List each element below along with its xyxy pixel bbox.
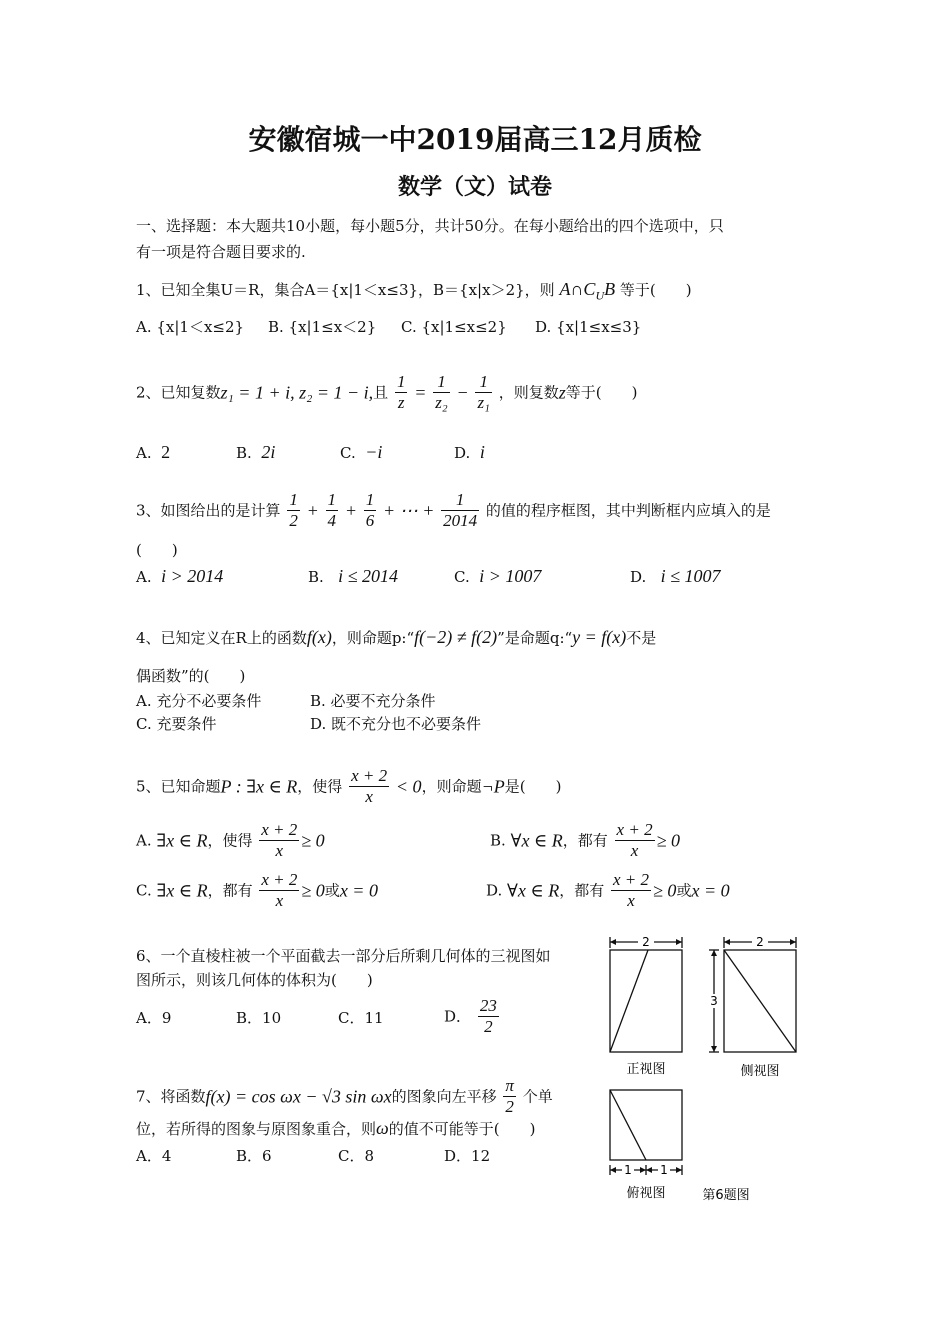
section-instructions-line1: 一、选择题：本大题共10小题，每小题5分，共计50分。在每小题给出的四个选项中，只 — [136, 217, 724, 235]
question-6-line2: 图所示，则该几何体的体积为( ) — [136, 971, 373, 989]
exam-subtitle: 数学（文）试卷 — [397, 174, 552, 200]
top-dim-label-a: 1 — [624, 1163, 632, 1177]
question-5-option-b: B. ∀x ∈ R，都有 $\frac{x + 2}{x}$ ≥ 0 — [490, 820, 680, 860]
question-5-option-a: A. ∃x ∈ R，使得 $\frac{x + 2}{x}$ ≥ 0 — [136, 820, 325, 860]
question-6-line1: 6、一个直棱柱被一个平面截去一部分后所剩几何体的三视图如 — [136, 947, 551, 965]
question-1-option-b: B. {x|1≤x＜2} — [268, 318, 377, 336]
question-3-option-d: D. i ≤ 1007 — [630, 566, 721, 586]
top-view-outline — [610, 1090, 682, 1160]
arrow-icon — [646, 1167, 652, 1173]
arrow-icon — [640, 1167, 646, 1173]
section-instructions-line2: 有一项是符合题目要求的. — [136, 243, 306, 261]
question-6-option-c: C．11 — [338, 1009, 384, 1027]
arrow-icon — [711, 1046, 717, 1052]
figure-caption: 第6题图 — [702, 1188, 750, 1203]
question-3-stem: 3、如图给出的是计算 $\frac{1}{2}$ + $\frac{1}{4}$ + $\frac{1}{6}$ + ⋯ + $\frac{1}{2014}$ 的值的程序框图，其中判断框内应填入的是 — [136, 490, 771, 530]
side-view-label: 侧视图 — [740, 1064, 780, 1079]
question-7-option-c: C．8 — [338, 1147, 375, 1165]
front-view-diagonal — [610, 950, 648, 1052]
exam-title: 安徽宿城一中2019届高三12月质检 — [248, 123, 702, 156]
three-view-figure — [600, 930, 820, 1210]
arrow-icon — [711, 950, 717, 956]
question-1-option-c: C. {x|1≤x≤2} — [401, 318, 507, 336]
question-2-option-a: A. 2 — [136, 442, 171, 462]
question-7-option-a: A．4 — [136, 1147, 172, 1165]
arrow-icon — [790, 939, 796, 945]
question-4-option-c: C. 充要条件 — [136, 715, 217, 733]
side-dim-height-label: 3 — [710, 994, 718, 1008]
front-view-outline — [610, 950, 682, 1052]
question-3-option-c: C. i > 1007 — [454, 566, 542, 586]
question-3-option-b: B. i ≤ 2014 — [308, 566, 398, 586]
question-4-option-a: A. 充分不必要条件 — [136, 692, 262, 710]
arrow-icon — [676, 1167, 682, 1173]
top-view-diagonal — [610, 1090, 646, 1160]
question-4-option-d: D. 既不充分也不必要条件 — [310, 715, 482, 733]
question-7-option-d: D．12 — [444, 1147, 491, 1165]
question-1-stem: 1、已知全集U＝R，集合A＝{x|1＜x≤3}，B＝{x|x＞2}，则 $A\cap C_UB$ 等于( ) — [136, 279, 692, 303]
side-view-diagonal — [724, 950, 796, 1052]
arrow-icon — [724, 939, 730, 945]
question-6-option-a: A．9 — [136, 1009, 172, 1027]
top-dim-label-b: 1 — [660, 1163, 668, 1177]
question-3-option-a: A. i > 2014 — [136, 566, 224, 586]
question-6-option-d: D． $\frac{23}{2}$ — [444, 996, 497, 1036]
question-3-paren: ( ) — [136, 541, 178, 559]
question-2-option-d: D. i — [454, 442, 485, 462]
side-dim-width-label: 2 — [756, 935, 764, 949]
question-7-line2: 位，若所得的图象与原图象重合，则ω的值不可能等于( ) — [136, 1118, 536, 1138]
arrow-icon — [610, 1167, 616, 1173]
question-5-option-d: D. ∀x ∈ R，都有 $\frac{x + 2}{x}$ ≥ 0或x = 0 — [486, 870, 730, 910]
question-2-option-b: B. 2i — [236, 442, 276, 462]
question-4-stem: 4、已知定义在R上的函数f(x)，则命题p:“f(−2) ≠ f(2)”是命题q:“y = f(x)不是 — [136, 627, 657, 647]
front-view-label: 正视图 — [626, 1062, 666, 1077]
arrow-icon — [610, 939, 616, 945]
arrow-icon — [676, 939, 682, 945]
question-2-stem: 2、已知复数z₁ = 1 + i, z₂ = 1 − i,且 $\frac{1}{z}$ = $\frac{1}{\text{z₂}}$ − $\frac{1}{\text{z₁}}$ ，则复数z等于( ) — [136, 372, 638, 412]
question-2-option-c: C. −i — [340, 442, 383, 462]
question-5-stem: 5、已知命题P : ∃x ∈ R，使得 $\frac{x + 2}{x}$ < 0，则命题¬P是( ) — [136, 766, 562, 806]
question-7-option-b: B．6 — [236, 1147, 272, 1165]
question-5-option-c: C. ∃x ∈ R，都有 $\frac{x + 2}{x}$ ≥ 0或x = 0 — [136, 870, 378, 910]
question-6-option-b: B．10 — [236, 1009, 282, 1027]
question-4-option-b: B. 必要不充分条件 — [310, 692, 436, 710]
question-1-option-a: A. {x|1＜x≤2} — [136, 318, 245, 336]
question-1-option-d: D. {x|1≤x≤3} — [535, 318, 642, 336]
front-dim-label: 2 — [642, 935, 650, 949]
top-view-label: 俯视图 — [626, 1186, 666, 1201]
question-4-line2: 偶函数”的( ) — [136, 667, 246, 685]
question-7-stem: 7、将函数f(x) = cos ωx − √3 sin ωx的图象向左平移 $\frac{\pi}{2}$ 个单 — [136, 1076, 553, 1116]
